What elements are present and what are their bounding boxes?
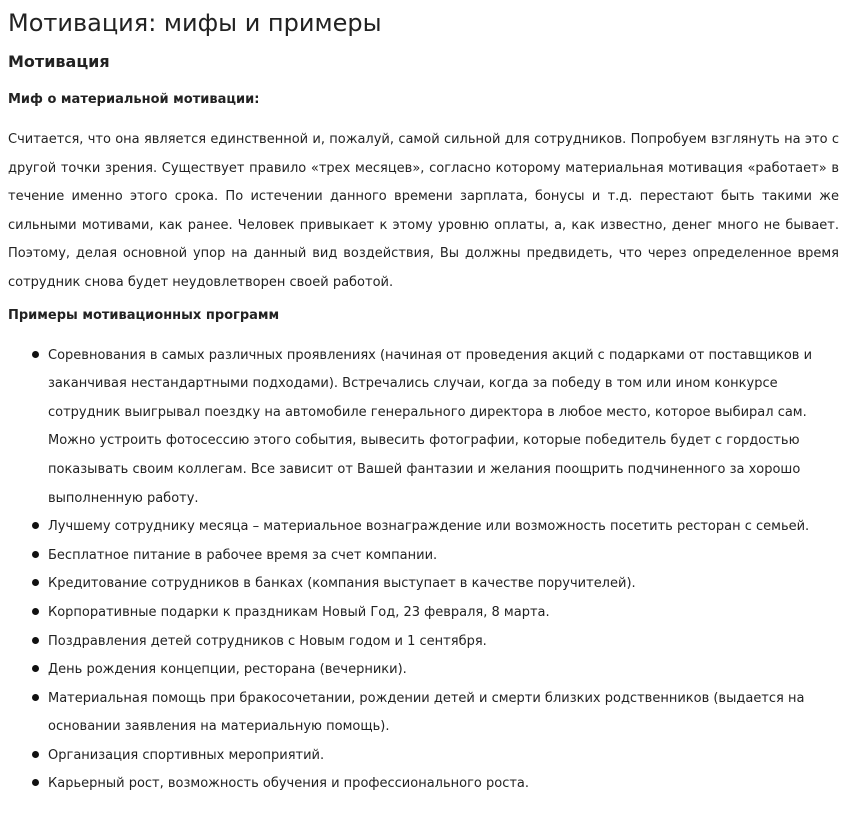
- list-item: Поздравления детей сотрудников с Новым годом и 1 сентября.: [48, 628, 839, 657]
- list-item: Кредитование сотрудников в банках (компания выступает в качестве поручителей).: [48, 570, 839, 599]
- programs-list: [8, 342, 839, 800]
- myth-paragraph: Считается, что она является единственной и, пожалуй, самой сильной для сотрудников. Попробуем взглянуть на это с другой точки зрения. Существует правило «трех месяцев», согласно которому материальная мотивация «работает» в течение именно этого срока. По истечении данного времени зарплата, бонусы и т.д. перестают быть такими же сильными мотивами, как ранее. Человек привыкает к этому уровню оплаты, а, как известно, денег много не бывает. Поэтому, делая основной упор на данный вид воздействия, Вы должны предвидеть, что через определенное время сотрудник снова будет неудовлетворен своей работой.: [8, 132, 839, 290]
- page-title: Мотивация: мифы и примеры: [8, 9, 382, 37]
- list-item: Корпоративные подарки к праздникам Новый Год, 23 февраля, 8 марта.: [48, 599, 839, 628]
- programs-heading: Примеры мотивационных программ: [8, 307, 280, 323]
- list-item: Материальная помощь при бракосочетании, рождении детей и смерти близких родственников (выдается на основании заявления на материальную помощь).: [48, 685, 839, 742]
- list-item: Карьерный рост, возможность обучения и профессионального роста.: [48, 770, 839, 799]
- list-item: Лучшему сотруднику месяца – материальное вознаграждение или возможность посетить ресторан с семьей.: [48, 513, 839, 542]
- list-item: Соревнования в самых различных проявлениях (начиная от проведения акций с подарками от поставщиков и заканчивая нестандартными подходами). Встречались случаи, когда за победу в том или ином конкурсе сотрудник выигрывал поездку на автомобиле генерального директора в любое место, которое выбирал сам. Можно устроить фотосессию этого события, вывесить фотографии, которые победитель будет с гордостью показывать своим коллегам. Все зависит от Вашей фантазии и желания поощрить подчиненного за хорошо выполненную работу.: [48, 342, 839, 514]
- list-item: День рождения концепции, ресторана (вечерники).: [48, 656, 839, 685]
- myth-heading: Миф о материальной мотивации:: [8, 92, 260, 107]
- section-title: Мотивация: [8, 52, 110, 71]
- list-item: Бесплатное питание в рабочее время за счет компании.: [48, 542, 839, 571]
- list-item: Организация спортивных мероприятий.: [48, 742, 839, 771]
